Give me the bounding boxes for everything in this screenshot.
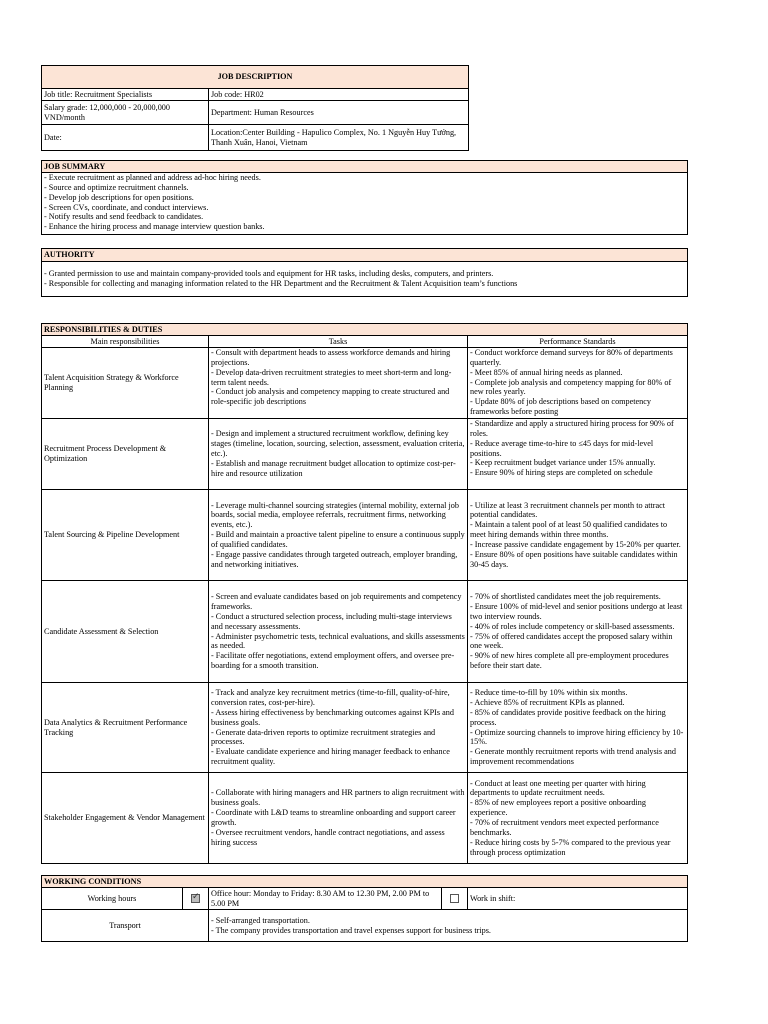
job-summary-title: JOB SUMMARY — [42, 161, 688, 173]
table-row — [42, 581, 688, 683]
job-code: Job code: HR02 — [209, 89, 469, 101]
tasks-cell: - Screen and evaluate candidates based on job requirements and competency frameworks. - Conduct a structured selection process, including multi-stage interviews and necessary assessments. - Administer psychometric tests, technical evaluations, and skills assessments as needed. - Facilitate offer negotiations, extend employment offers, and oversee pre-boarding for a smooth transition. — [209, 581, 468, 683]
tasks-cell: - Design and implement a structured recruitment workflow, defining key stages (timeline, location, sourcing, selection, assessment, evaluation criteria, etc.). - Establish and manage recruitment budget allocation to optimize cost-per-hire and resource utilization — [209, 419, 468, 490]
table-row — [42, 683, 688, 773]
authority-title: AUTHORITY — [42, 249, 688, 262]
authority-text: - Granted permission to use and maintain company-provided tools and equipment for HR tasks, including desks, computers, and printers. - Responsible for collecting and managing information related to the HR Department and the Recruitment & Talent Acquisition team’s functions — [42, 262, 688, 297]
table-row — [42, 490, 688, 581]
office-hour-checkbox[interactable] — [191, 894, 200, 903]
table-row — [42, 773, 688, 864]
tasks-cell: - Track and analyze key recruitment metrics (time-to-fill, quality-of-hire, conversion rates, cost-per-hire). - Assess hiring effectiveness by benchmarking outcomes against KPIs and business goals. - Generate data-driven reports to optimize recruitment strategies and processes. - Evaluate candidate experience and hiring manager feedback to enhance recruitment quality. — [209, 683, 468, 773]
working-conditions-title: WORKING CONDITIONS — [42, 876, 688, 888]
main-responsibility: Stakeholder Engagement & Vendor Management — [42, 773, 209, 864]
main-responsibility: Candidate Assessment & Selection — [42, 581, 209, 683]
table-row — [42, 419, 688, 490]
main-responsibility: Talent Acquisition Strategy & Workforce Planning — [42, 348, 209, 419]
main-responsibility: Data Analytics & Recruitment Performance Tracking — [42, 683, 209, 773]
main-responsibility: Talent Sourcing & Pipeline Development — [42, 490, 209, 581]
performance-cell: - Standardize and apply a structured hiring process for 90% of roles. - Reduce average time-to-hire to ≤45 days for mid-level positions. - Keep recruitment budget variance under 15% annually. - Ensure 90% of hiring steps are completed on schedule — [468, 419, 688, 490]
col-main-header: Main responsibilities — [42, 336, 209, 348]
table-row — [42, 348, 688, 419]
office-hour-checkbox-cell — [183, 888, 209, 910]
transport-text: - Self-arranged transportation. - The company provides transportation and travel expenses support for business trips. — [209, 910, 688, 942]
col-perf-header: Performance Standards — [468, 336, 688, 348]
working-conditions-table — [41, 875, 688, 942]
performance-cell: - 70% of shortlisted candidates meet the job requirements. - Ensure 100% of mid-level and senior positions undergo at least two interview rounds. - 40% of roles include competency or skill-based assessments. - 75% of offered candidates accept the proposed salary within one week. - 90% of new hires complete all pre-employment procedures before their start date. — [468, 581, 688, 683]
performance-cell: - Utilize at least 3 recruitment channels per month to attract potential candidates. - Maintain a talent pool of at least 50 qualified candidates to meet hiring demands within three months. - Increase passive candidate engagement by 15-20% per quarter. - Ensure 80% of open positions have suitable candidates within 30-45 days. — [468, 490, 688, 581]
main-responsibility: Recruitment Process Development & Optimization — [42, 419, 209, 490]
work-in-shift-text: Work in shift: — [468, 888, 688, 910]
tasks-cell: - Consult with department heads to assess workforce demands and hiring projections. - Develop data-driven recruitment strategies to meet short-term and long-term talent needs. - Conduct job analysis and competency mapping to create structured and role-specific job descriptions — [209, 348, 468, 419]
tasks-cell: - Leverage multi-channel sourcing strategies (internal mobility, external job boards, social media, employee referrals, recruitment firms, networking events, etc.). - Build and maintain a proactive talent pipeline to ensure a continuous supply of qualified candidates. - Engage passive candidates through targeted outreach, employer branding, and networking initiatives. — [209, 490, 468, 581]
responsibilities-title: RESPONSIBILITIES & DUTIES — [42, 324, 688, 336]
office-hour-text: Office hour: Monday to Friday: 8.30 AM to 12.30 PM, 2.00 PM to 5.00 PM — [209, 888, 442, 910]
work-in-shift-checkbox[interactable] — [450, 894, 459, 903]
job-title: Job title: Recruitment Specialists — [42, 89, 209, 101]
col-tasks-header: Tasks — [209, 336, 468, 348]
transport-label: Transport — [42, 910, 209, 942]
performance-cell: - Conduct workforce demand surveys for 80% of departments quarterly. - Meet 85% of annual hiring needs as planned. - Complete job analysis and competency mapping for 80% of new roles yearly. - Update 80% of job descriptions based on competency frameworks before posting — [468, 348, 688, 419]
date-field: Date: — [42, 125, 209, 151]
salary-grade: Salary grade: 12,000,000 - 20,000,000 VND/month — [42, 101, 209, 125]
tasks-cell: - Collaborate with hiring managers and HR partners to align recruitment with business goals. - Coordinate with L&D teams to streamline onboarding and support career growth. - Oversee recruitment vendors, handle contract negotiations, and assess hiring success — [209, 773, 468, 864]
performance-cell: - Reduce time-to-fill by 10% within six months. - Achieve 85% of recruitment KPIs as planned. - 85% of candidates provide positive feedback on the hiring process. - Optimize sourcing channels to improve hiring efficiency by 10-15%. - Generate monthly recruitment reports with trend analysis and improvement recommendations — [468, 683, 688, 773]
authority-table — [41, 248, 688, 297]
performance-cell: - Conduct at least one meeting per quarter with hiring departments to update recruitment needs. - 85% of new employees report a positive onboarding experience. - 70% of recruitment vendors meet expected performance benchmarks. - Reduce hiring costs by 5-7% compared to the previous year through process optimization — [468, 773, 688, 864]
document-title: JOB DESCRIPTION — [42, 66, 469, 89]
department: Department: Human Resources — [209, 101, 469, 125]
responsibilities-table — [41, 323, 688, 864]
shift-checkbox-cell — [442, 888, 468, 910]
job-summary-text: - Execute recruitment as planned and address ad-hoc hiring needs. - Source and optimize recruitment channels. - Develop job descriptions for open positions. - Screen CVs, coordinate, and conduct interviews. - Notify results and send feedback to candidates. - Enhance the hiring process and manage interview question banks. — [42, 173, 688, 235]
job-summary-table — [41, 160, 688, 235]
working-hours-label: Working hours — [42, 888, 183, 910]
location: Location:Center Building - Hapulico Complex, No. 1 Nguyễn Huy Tưởng, Thanh Xuân, Hanoi, Vietnam — [209, 125, 469, 151]
header-table — [41, 65, 469, 151]
